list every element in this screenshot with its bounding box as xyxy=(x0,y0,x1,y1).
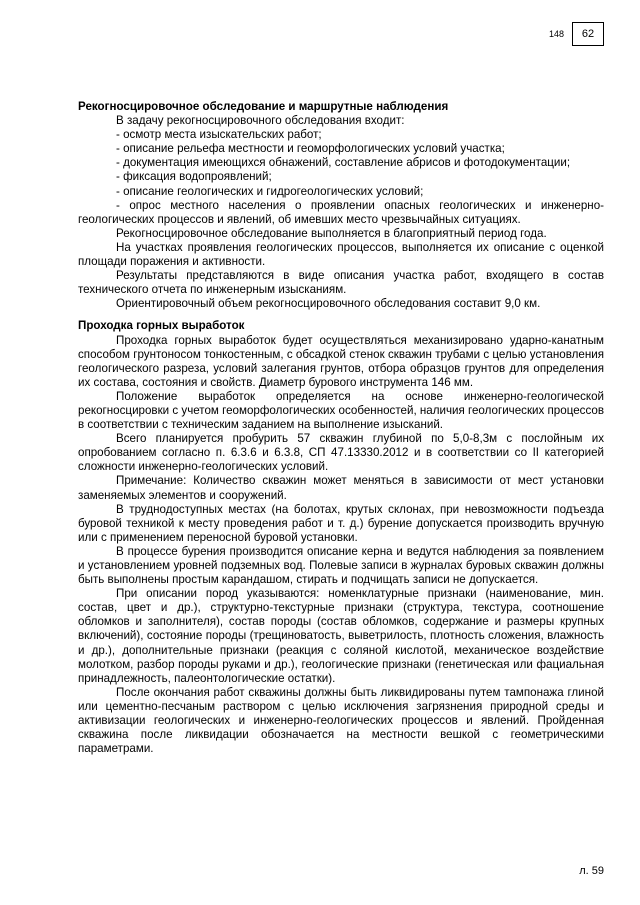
page-header xyxy=(549,22,604,46)
paragraph: Примечание: Количество скважин может меняться в зависимости от мест установки заменяемых элементов и сооружений. xyxy=(78,474,604,502)
paragraph: В процессе бурения производится описание керна и ведутся наблюдения за появлением и установлением уровней подземных вод. Полевые записи в журналах буровых скважин должны быть выполнены простым карандашом, стирать и подчищать записи не допускается. xyxy=(78,544,604,587)
paragraph: В задачу рекогносцировочного обследования входит: xyxy=(116,114,405,128)
paragraph: При описании пород указываются: номенклатурные признаки (наименование, мин. состав, цвет и др.), структурно-текстурные признаки (структура, текстура, соотношение обломков и заполнителя), состав породы (состав обломков, содержание и размеры крупных включений), состояние породы (трещиноватость, выветрилость, плотность сложения, влажность и др.), дополнительные признаки (реакция с соляной кислотой, механическое воздействие молотком, разбор породы руками и др.), геологические признаки (генетическая или фациальная принадлежность, палеонтологические остатки). xyxy=(78,587,604,685)
document-page-number: 148 xyxy=(548,29,564,39)
section-heading-reconnaissance: Рекогносцировочное обследование и маршрутные наблюдения xyxy=(78,100,449,113)
paragraph: Ориентировочный объем рекогносцировочного обследования составит 9,0 км. xyxy=(116,297,541,311)
sheet-number-box: 62 xyxy=(572,22,604,46)
paragraph: После окончания работ скважины должны быть ликвидированы путем тампонажа глиной или цементно-песчаным раствором с целью исключения загрязнения природной среды и активизации геологических и инженерно-геологических процессов и явлений. Пройденная скважина после ликвидации обозначается на местности вешкой с геометрическими параметрами. xyxy=(78,685,604,756)
paragraph: Положение выработок определяется на основе инженерно-геологической рекогносцировки с учетом геоморфологических особенностей, наличия геологических процессов в соответствии с техническим заданием на выполнение изысканий. xyxy=(78,389,604,432)
list-item: - описание рельефа местности и геоморфологических условий участка; xyxy=(116,142,505,156)
paragraph: В труднодоступных местах (на болотах, крутых склонах, при невозможности подъезда буровой техникой к месту проведения работ и т. д.) бурение допускается производить вручную или с применением переносной буровой установки. xyxy=(78,502,604,544)
list-item: - документация имеющихся обнажений, составление абрисов и фотодокументации; xyxy=(116,156,571,170)
document-body xyxy=(78,100,604,756)
paragraph: Результаты представляются в виде описания участка работ, входящего в состав технического отчета по инженерным изысканиям. xyxy=(78,269,604,297)
list-item: - осмотр места изыскательских работ; xyxy=(116,128,322,142)
list-item: - опрос местного населения о проявлении опасных геологических и инженерно-геологических процессов и явлений, об имевших место чрезвычайных ситуациях. xyxy=(78,198,604,226)
paragraph: Рекогносцировочное обследование выполняется в благоприятный период года. xyxy=(116,226,547,240)
paragraph: На участках проявления геологических процессов, выполняется их описание с оценкой площади поражения и активности. xyxy=(78,240,604,269)
section-heading-mining-workings: Проходка горных выработок xyxy=(78,319,245,333)
sheet-label: л. 59 xyxy=(579,865,604,877)
paragraph: Проходка горных выработок будет осуществляться механизировано ударно-канатным способом грунтоносом тонкостенным, с обсадкой стенок скважин трубами с целью установления геологического разреза, условий залегания грунтов, отбора образцов грунтов для определения их состава, состояния и свойств. Диаметр бурового инструмента 146 мм. xyxy=(78,333,604,389)
paragraph: Всего планируется пробурить 57 скважин глубиной по 5,0-8,3м с послойным их опробованием согласно п. 6.3.6 и 6.3.8, СП 47.13330.2012 и в соответствии со II категорией сложности инженерно-геологических условий. xyxy=(78,432,604,474)
list-item: - фиксация водопроявлений; xyxy=(116,170,272,184)
list-item: - описание геологических и гидрогеологических условий; xyxy=(116,184,424,198)
